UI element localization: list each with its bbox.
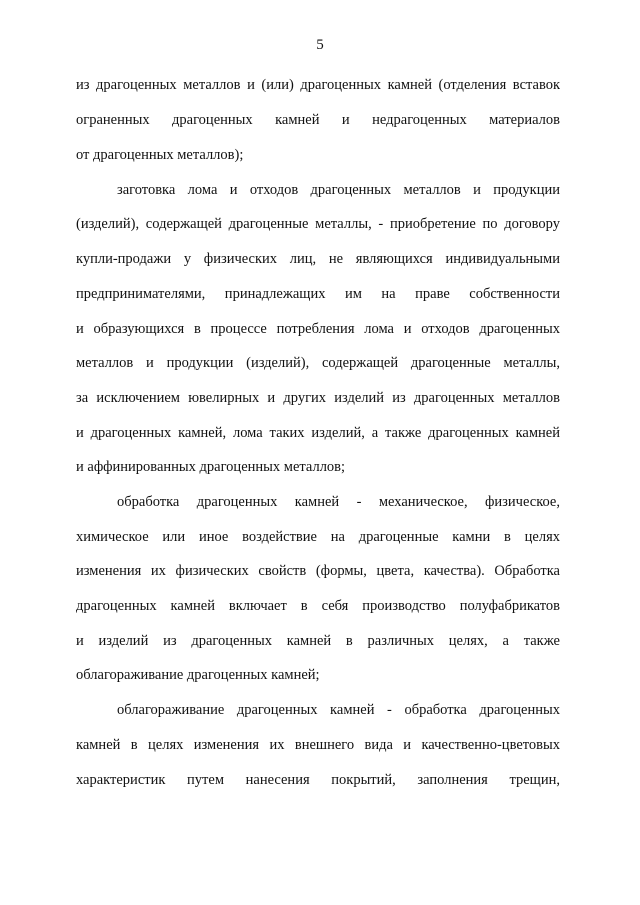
text-line: за исключением ювелирных и других изделий из драгоценных металлов [76,390,560,406]
text-line: заготовка лома и отходов драгоценных металлов и продукции [117,182,560,198]
text-line: металлов и продукции (изделий), содержащей драгоценные металлы, [76,355,560,371]
text-line: химическое или иное воздействие на драгоценные камни в целях [76,529,560,545]
text-line: из драгоценных металлов и (или) драгоценных камней (отделения вставок [76,77,560,93]
text-line: облагораживание драгоценных камней; [76,667,320,683]
text-line: характеристик путем нанесения покрытий, заполнения трещин, [76,772,560,788]
text-line: драгоценных камней включает в себя производство полуфабрикатов [76,598,560,614]
text-line: ограненных драгоценных камней и недрагоценных материалов [76,112,560,128]
text-line: и драгоценных камней, лома таких изделий, а также драгоценных камней [76,425,560,441]
text-line: от драгоценных металлов); [76,147,244,163]
text-line: изменения их физических свойств (формы, цвета, качества). Обработка [76,563,560,579]
page-number: 5 [316,37,324,53]
text-line: купли-продажи у физических лиц, не являющихся индивидуальными [76,251,560,267]
text-line: и аффинированных драгоценных металлов; [76,459,346,475]
text-line: и образующихся в процессе потребления лома и отходов драгоценных [76,321,560,337]
text-line: (изделий), содержащей драгоценные металлы, - приобретение по договору [76,216,560,232]
text-line: облагораживание драгоценных камней - обработка драгоценных [117,702,560,718]
text-line: камней в целях изменения их внешнего вида и качественно-цветовых [76,737,560,753]
text-line: и изделий из драгоценных камней в различных целях, а также [76,633,560,649]
text-line: предпринимателями, принадлежащих им на праве собственности [76,286,560,302]
text-line: обработка драгоценных камней - механическое, физическое, [117,494,560,510]
